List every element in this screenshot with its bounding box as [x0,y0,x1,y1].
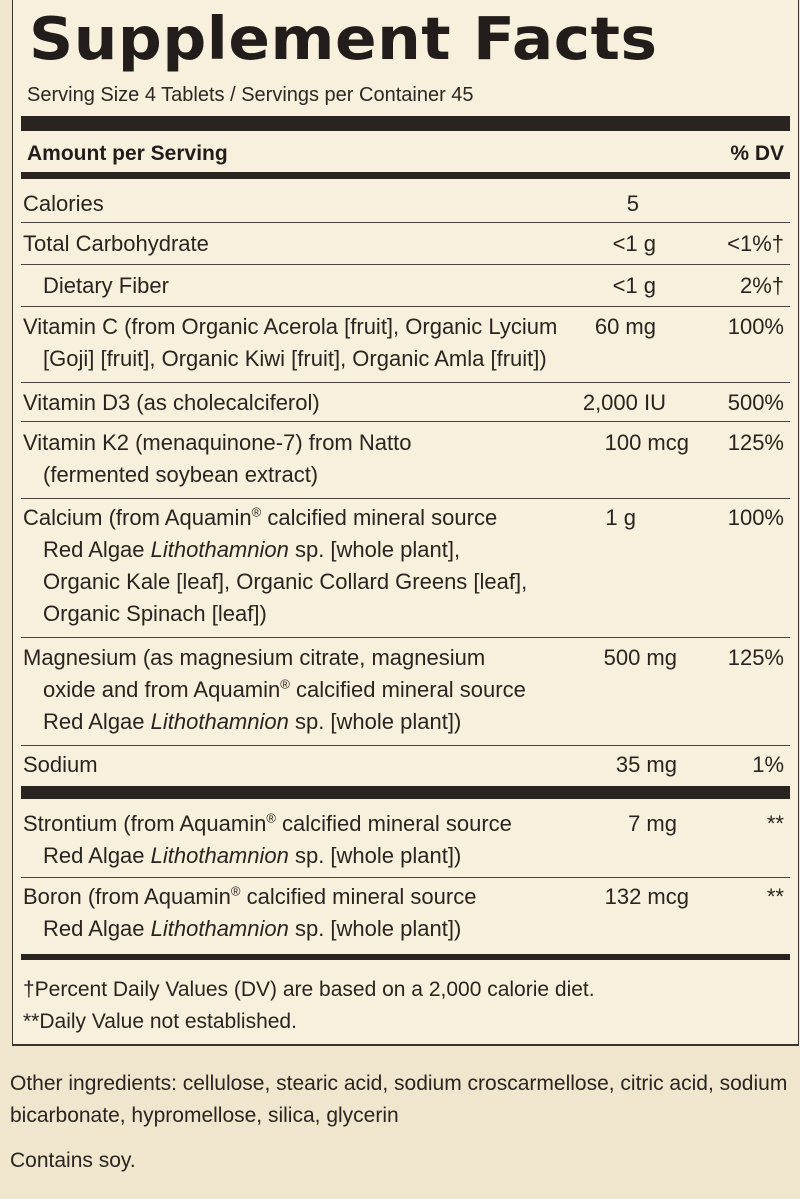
row-divider [21,421,790,422]
nutrient-dv: 500% [727,390,784,415]
medium-divider [21,954,790,960]
nutrient-name: Calories [23,191,104,216]
supplement-facts-panel [12,0,799,1046]
nutrient-dv: 100% [727,314,784,339]
thick-divider [21,786,790,799]
other-ingredients: Other ingredients: cellulose, stearic acid, sodium croscarmellose, citric acid, sodium bicarbonate, hypromellose, silica, glycerin [10,1072,788,1127]
panel-title: Supplement Facts [29,4,658,73]
nutrient-dv: 2%† [739,273,784,298]
nutrient-dv: 125% [727,430,784,455]
nutrient-name: Vitamin C (from Organic Acerola [fruit], Organic Lycium [Goji] [fruit], Organic Kiwi [fruit], Organic Amla [fruit]) [23,314,558,371]
row-divider [21,222,790,223]
row-divider [21,498,790,499]
nutrient-amount: 500 mg [603,645,677,670]
footnote-not-established: **Daily Value not established. [23,1010,297,1033]
nutrient-amount: 60 mg [594,314,656,339]
row-divider [21,745,790,746]
nutrient-name: Dietary Fiber [43,273,169,298]
nutrient-name: Vitamin K2 (menaquinone-7) from Natto (fermented soybean extract) [23,430,412,487]
amount-per-serving-header: Amount per Serving [27,142,228,165]
nutrient-dv: ** [766,811,784,836]
nutrient-dv: 100% [727,505,784,530]
nutrient-amount: <1 g [612,231,656,256]
nutrient-dv: 1% [752,752,784,777]
nutrient-name: Total Carbohydrate [23,231,209,256]
row-divider [21,264,790,265]
dv-header: % DV [730,142,784,165]
medium-divider [21,172,790,179]
footnote-dv: †Percent Daily Values (DV) are based on a 2,000 calorie diet. [23,978,595,1001]
nutrient-name: Boron (from Aquamin® calcified mineral source Red Algae Lithothamnion sp. [whole plant]) [23,883,477,941]
allergen-statement: Contains soy. [10,1149,136,1172]
nutrient-name: Strontium (from Aquamin® calcified mineral source Red Algae Lithothamnion sp. [whole plant]) [23,810,512,868]
thick-divider [21,116,790,131]
serving-size: Serving Size 4 Tablets / Servings per Container 45 [27,84,474,106]
nutrient-name: Vitamin D3 (as cholecalciferol) [23,390,320,415]
row-divider [21,306,790,307]
nutrient-amount: 1 g [605,505,636,530]
nutrient-amount: 5 [626,191,639,216]
row-divider [21,382,790,383]
nutrient-name: Sodium [23,752,98,777]
nutrient-amount: 132 mcg [604,884,689,909]
nutrient-name: Calcium (from Aquamin® calcified mineral source Red Algae Lithothamnion sp. [whole plant], Organic Kale [leaf], Organic Collard Greens [leaf], Organic Spinach [leaf]) [23,504,528,626]
nutrient-dv: 125% [727,645,784,670]
nutrient-amount: 100 mcg [604,430,689,455]
nutrient-amount: 35 mg [615,752,677,777]
nutrient-dv: ** [766,884,784,909]
nutrient-amount: 2,000 IU [582,390,666,415]
nutrient-amount: 7 mg [628,811,677,836]
nutrient-name: Magnesium (as magnesium citrate, magnesium oxide and from Aquamin® calcified mineral source Red Algae Lithothamnion sp. [whole plant]) [23,645,526,734]
row-divider [21,877,790,878]
nutrient-dv: <1%† [727,231,784,256]
row-divider [21,637,790,638]
nutrient-amount: <1 g [612,273,656,298]
